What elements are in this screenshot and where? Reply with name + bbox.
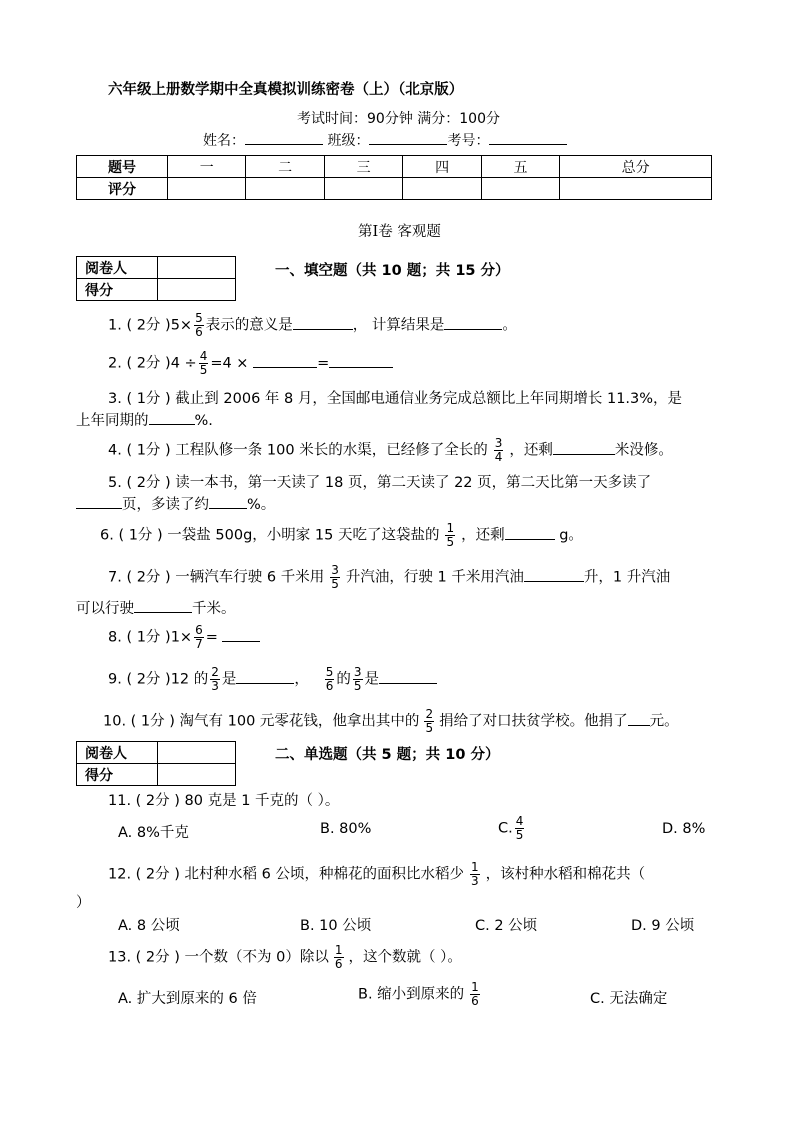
fraction — [199, 350, 209, 377]
question-3: 3. ( 1分 ) 截止到 2006 年 8 月，全国邮电通信业务完成总额比上年同期增长 11.3%，是 — [108, 391, 683, 407]
score-cell[interactable] — [403, 178, 481, 200]
question-1 — [108, 312, 517, 339]
score-field[interactable] — [158, 764, 236, 786]
q4-prefix: 4. ( 1分 ) 工程队修一条 100 米长的水渠，已经修了全长的 — [108, 442, 488, 459]
q1-text: 表示的意义是 — [205, 317, 293, 334]
answer-blank[interactable] — [76, 507, 122, 509]
numerator: 2 — [425, 707, 434, 721]
answer-blank[interactable] — [134, 611, 192, 613]
q4-text: ，还剩 — [509, 442, 553, 459]
fraction — [194, 312, 204, 339]
q3-text: 上年同期的 — [76, 413, 149, 429]
q6-text: ，还剩 — [461, 527, 505, 544]
answer-blank[interactable] — [222, 640, 260, 642]
option-c-label: C. — [498, 820, 513, 837]
reviewer-field[interactable] — [158, 742, 236, 764]
header-cell: 五 — [481, 156, 559, 178]
denominator: 6 — [471, 994, 479, 1008]
fraction — [194, 624, 204, 651]
denominator: 6 — [195, 325, 203, 339]
answer-blank[interactable] — [628, 724, 650, 726]
score-table-row — [77, 178, 712, 200]
id-label: 考号： — [447, 133, 490, 149]
fraction — [494, 437, 504, 464]
id-field[interactable] — [489, 143, 567, 145]
fraction — [470, 861, 480, 888]
section-1-title: 一、填空题（共 10 题；共 15 分） — [275, 263, 510, 279]
q10-end: 元。 — [649, 713, 679, 730]
header-cell: 四 — [403, 156, 481, 178]
q8-equals: = — [205, 629, 218, 646]
option-c[interactable]: C. 无法确定 — [590, 991, 668, 1007]
question-3-line-2 — [76, 409, 213, 430]
q6-end: g。 — [559, 527, 583, 544]
answer-blank[interactable] — [444, 328, 502, 330]
denominator: 5 — [331, 577, 339, 591]
answer-blank[interactable] — [553, 453, 615, 455]
denominator: 5 — [515, 828, 524, 842]
denominator: 5 — [446, 535, 455, 549]
score-field[interactable] — [158, 279, 236, 301]
q1-end: 。 — [502, 317, 517, 334]
header-cell: 题号 — [77, 156, 168, 178]
question-4 — [108, 437, 673, 464]
option-b[interactable]: B. 10 公顷 — [300, 918, 372, 934]
grader-box-2 — [76, 741, 236, 786]
header-cell: 二 — [246, 156, 324, 178]
score-cell[interactable] — [246, 178, 324, 200]
numerator: 5 — [325, 665, 334, 679]
q13-prefix: 13. ( 2分 ) 一个数（不为 0）除以 — [108, 949, 329, 966]
option-b[interactable]: B. 80% — [320, 821, 372, 837]
q3-end: %. — [194, 413, 213, 429]
option-a[interactable]: A. 扩大到原来的 6 倍 — [118, 991, 257, 1007]
exam-info: 考试时间：90分钟 满分：100分 — [297, 111, 500, 127]
score-table-header — [77, 156, 712, 178]
answer-blank[interactable] — [209, 507, 247, 509]
numerator: 3 — [331, 563, 339, 577]
q5-end: %。 — [247, 497, 276, 513]
q10-text: 捐给了对口扶贫学校。他捐了 — [439, 713, 628, 730]
numerator: 1 — [470, 860, 479, 874]
score-table — [76, 155, 712, 200]
fraction — [515, 815, 525, 842]
grader-box-1 — [76, 256, 236, 301]
volume-title: 第Ⅰ卷 客观题 — [358, 224, 441, 240]
score-cell[interactable] — [324, 178, 402, 200]
q8-prefix: 8. ( 1分 )1× — [108, 629, 193, 646]
score-label: 得分 — [77, 764, 158, 786]
fraction — [334, 944, 344, 971]
class-field[interactable] — [369, 143, 447, 145]
numerator: 4 — [515, 814, 524, 828]
q9-prefix: 9. ( 2分 )12 的 — [108, 671, 209, 688]
denominator: 6 — [325, 679, 334, 693]
question-6 — [100, 522, 583, 549]
fraction — [424, 708, 434, 735]
question-7-line-2 — [76, 597, 236, 618]
q9-of: 的 — [336, 671, 351, 688]
numerator: 5 — [195, 311, 203, 325]
q2-prefix: 2. ( 2分 )4 ÷ — [108, 355, 197, 372]
q1-prefix: 1. ( 2分 )5× — [108, 317, 193, 334]
option-b[interactable] — [358, 981, 486, 1008]
denominator: 4 — [494, 450, 503, 464]
answer-blank[interactable] — [149, 423, 195, 425]
q9-sep: ， — [294, 671, 309, 688]
question-7 — [108, 564, 670, 591]
score-cell[interactable] — [168, 178, 246, 200]
q12-prefix: 12. ( 2分 ) 北村种水稻 6 公顷，种棉花的面积比水稻少 — [108, 866, 464, 883]
score-cell[interactable] — [560, 178, 712, 200]
q1-text-2: ， 计算结果是 — [352, 317, 445, 334]
q13-text: ，这个数就（ ）。 — [348, 949, 462, 966]
q7-text-2: 升，1 升汽油 — [583, 569, 671, 586]
answer-blank[interactable] — [293, 328, 353, 330]
question-2 — [108, 350, 393, 377]
row-label: 评分 — [77, 178, 168, 200]
section-2-title: 二、单选题（共 5 题；共 10 分） — [275, 747, 500, 763]
question-13 — [108, 944, 462, 971]
answer-blank[interactable] — [253, 366, 317, 368]
answer-blank[interactable] — [524, 580, 584, 582]
denominator: 6 — [334, 957, 343, 971]
q6-prefix: 6. ( 1分 ) 一袋盐 500g，小明家 15 天吃了这袋盐的 — [100, 527, 440, 544]
numerator: 3 — [353, 665, 362, 679]
option-c[interactable]: C. 2 公顷 — [475, 918, 538, 934]
fraction — [470, 981, 480, 1008]
q7-text-3: 可以行驶 — [76, 601, 134, 617]
question-12-line-2: ） — [76, 895, 91, 911]
numerator: 1 — [446, 521, 455, 535]
answer-blank[interactable] — [329, 366, 393, 368]
q2-equals: = — [317, 355, 330, 372]
q9-text: 是 — [221, 671, 237, 688]
q7-end: 千米。 — [192, 601, 236, 617]
answer-blank[interactable] — [379, 682, 437, 684]
question-12 — [108, 861, 645, 888]
score-label: 得分 — [77, 279, 158, 301]
answer-blank[interactable] — [505, 538, 555, 540]
q9-text-2: 是 — [364, 671, 380, 688]
q10-prefix: 10. ( 1分 ) 淘气有 100 元零花钱，他拿出其中的 — [103, 713, 420, 730]
numerator: 3 — [494, 436, 503, 450]
denominator: 5 — [199, 363, 208, 377]
denominator: 3 — [470, 874, 479, 888]
option-a[interactable]: A. 8%千克 — [118, 825, 189, 841]
fraction — [330, 564, 340, 591]
student-info-line — [203, 130, 567, 150]
numerator: 1 — [471, 980, 479, 994]
question-5-line-2 — [76, 493, 275, 514]
numerator: 1 — [334, 943, 343, 957]
option-d[interactable]: D. 8% — [662, 821, 706, 837]
question-8 — [108, 624, 260, 651]
header-cell: 总分 — [560, 156, 712, 178]
name-label: 姓名： — [203, 133, 245, 149]
option-d[interactable]: D. 9 公顷 — [631, 918, 695, 934]
fraction — [210, 666, 220, 693]
q7-prefix: 7. ( 2分 ) 一辆汽车行驶 6 千米用 — [108, 569, 325, 586]
option-c[interactable] — [498, 815, 526, 842]
fraction — [353, 666, 363, 693]
question-9 — [108, 666, 437, 693]
numerator: 2 — [211, 665, 219, 679]
option-b-label: B. 缩小到原来的 — [358, 986, 465, 1003]
q4-end: 米没修。 — [614, 442, 673, 459]
score-cell[interactable] — [481, 178, 559, 200]
header-cell: 三 — [324, 156, 402, 178]
reviewer-label: 阅卷人 — [77, 742, 158, 764]
reviewer-label: 阅卷人 — [77, 257, 158, 279]
q12-text: ，该村种水稻和棉花共（ — [485, 866, 646, 883]
reviewer-field[interactable] — [158, 257, 236, 279]
numerator: 4 — [199, 349, 208, 363]
denominator: 5 — [353, 679, 362, 693]
exam-title: 六年级上册数学期中全真模拟训练密卷（上）（北京版） — [108, 82, 464, 98]
class-label: 班级： — [327, 133, 370, 149]
q7-text: 升汽油，行驶 1 千米用汽油 — [345, 569, 524, 586]
question-11: 11. ( 2分 ) 80 克是 1 千克的（ ）。 — [108, 793, 340, 809]
fraction — [445, 522, 455, 549]
denominator: 7 — [195, 637, 203, 651]
denominator: 3 — [211, 679, 219, 693]
name-field[interactable] — [245, 143, 323, 145]
question-5: 5. ( 2分 ) 读一本书，第一天读了 18 页，第二天读了 22 页，第二天比第一天多读了 — [108, 475, 652, 491]
numerator: 6 — [195, 623, 203, 637]
denominator: 5 — [425, 721, 434, 735]
option-a[interactable]: A. 8 公顷 — [118, 918, 180, 934]
fraction — [325, 666, 335, 693]
q2-text: =4 × — [210, 355, 249, 372]
q5-text: 页，多读了约 — [122, 497, 209, 513]
question-10 — [103, 708, 679, 735]
answer-blank[interactable] — [236, 682, 294, 684]
header-cell: 一 — [168, 156, 246, 178]
